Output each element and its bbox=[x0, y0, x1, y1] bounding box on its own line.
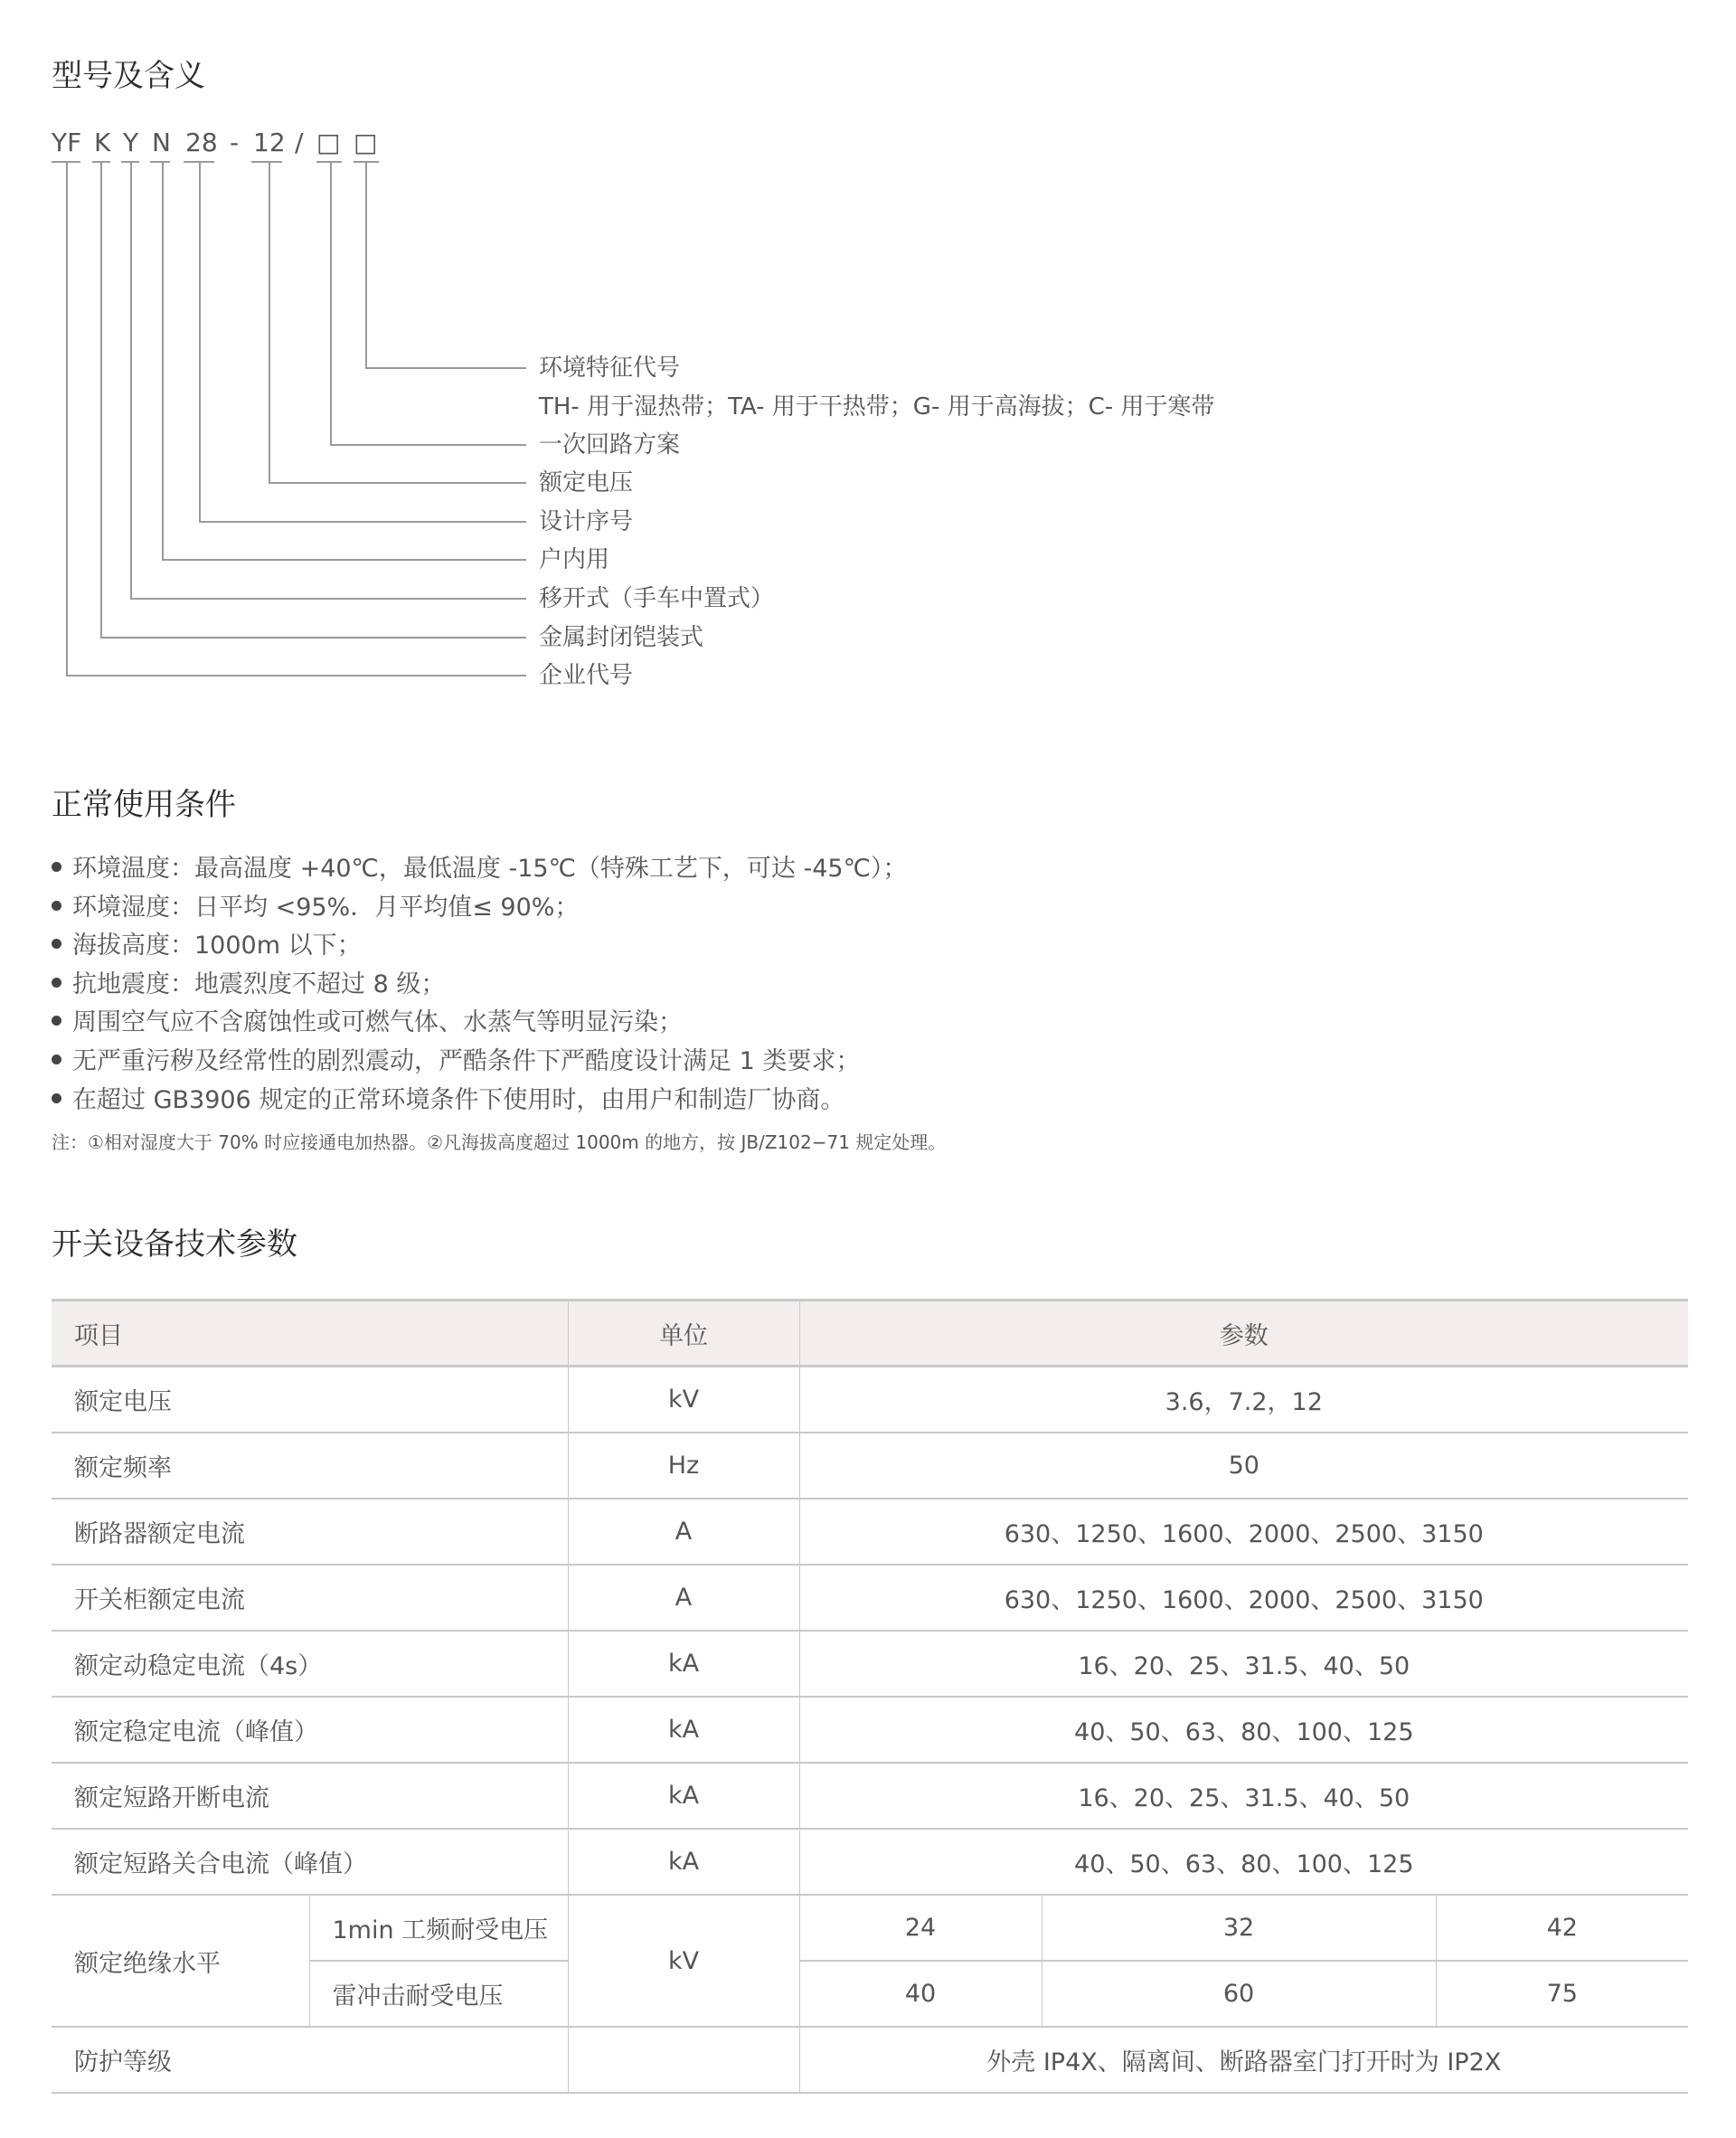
row-value: 3.6，7.2，12 bbox=[799, 1367, 1688, 1433]
vline-y bbox=[130, 161, 132, 600]
legend-rated-voltage: 额定电压 bbox=[539, 469, 634, 497]
hline-yf bbox=[66, 675, 526, 676]
vline-box-1 bbox=[330, 161, 332, 446]
table-row bbox=[52, 1631, 1688, 1697]
underline-box-1 bbox=[316, 161, 342, 163]
row-unit: Hz bbox=[568, 1433, 799, 1499]
row-value: 630、1250、1600、2000、2500、3150 bbox=[799, 1499, 1688, 1565]
row-unit: kA bbox=[568, 1763, 799, 1829]
row-item: 额定频率 bbox=[52, 1433, 568, 1499]
hline-28 bbox=[199, 521, 526, 523]
table-row bbox=[52, 1433, 1688, 1499]
bullet-icon bbox=[52, 939, 61, 949]
legend-metal-clad: 金属封闭铠装式 bbox=[539, 624, 704, 651]
code-part-28: 28 bbox=[185, 128, 218, 157]
table-row bbox=[52, 2027, 1688, 2093]
conditions-note: 注：①相对湿度大于 70% 时应接通电加热器。②凡海拔高度超过 1000m 的地方，按 JB/Z102−71 规定处理。 bbox=[52, 1131, 947, 1153]
row-item: 防护等级 bbox=[52, 2027, 568, 2093]
row-unit: A bbox=[568, 1499, 799, 1565]
condition-item: 海拔高度：1000m 以下； bbox=[52, 931, 362, 961]
insulation-unit: kV bbox=[568, 1895, 799, 2027]
specs-table bbox=[52, 1299, 1688, 2094]
specs-section-title: 开关设备技术参数 bbox=[52, 1226, 297, 1263]
insulation-item: 额定绝缘水平 bbox=[52, 1895, 309, 2027]
condition-item: 抗地震度：地震烈度不超过 8 级； bbox=[52, 970, 445, 1000]
legend-withdrawable: 移开式（手车中置式） bbox=[539, 585, 775, 612]
vline-28 bbox=[199, 161, 201, 523]
insulation-value: 32 bbox=[1042, 1895, 1436, 1961]
row-item: 额定短路开断电流 bbox=[52, 1763, 568, 1829]
row-value: 630、1250、1600、2000、2500、3150 bbox=[799, 1565, 1688, 1631]
row-item: 开关柜额定电流 bbox=[52, 1565, 568, 1631]
model-section-title: 型号及含义 bbox=[52, 58, 205, 94]
row-value: 40、50、63、80、100、125 bbox=[799, 1829, 1688, 1895]
header-item: 项目 bbox=[52, 1301, 568, 1367]
code-part-k: K bbox=[94, 128, 111, 157]
vline-12 bbox=[269, 161, 270, 484]
bullet-icon bbox=[52, 978, 61, 988]
bullet-icon bbox=[52, 1016, 61, 1026]
insulation-sub-label: 1min 工频耐受电压 bbox=[309, 1895, 568, 1961]
code-part-y: Y bbox=[123, 128, 139, 157]
conditions-section-title: 正常使用条件 bbox=[52, 787, 236, 823]
condition-item: 无严重污秽及经常性的剧烈震动，严酷条件下严酷度设计满足 1 类要求； bbox=[52, 1046, 860, 1077]
row-unit bbox=[568, 2027, 799, 2093]
underline-n bbox=[150, 161, 170, 163]
table-row bbox=[52, 1367, 1688, 1433]
code-part-box-1: □ bbox=[316, 128, 341, 157]
vline-box-2 bbox=[365, 161, 367, 369]
insulation-value: 60 bbox=[1042, 1961, 1436, 2027]
table-row bbox=[52, 1697, 1688, 1763]
row-value: 40、50、63、80、100、125 bbox=[799, 1697, 1688, 1763]
insulation-value: 75 bbox=[1436, 1961, 1688, 2027]
row-unit: A bbox=[568, 1565, 799, 1631]
hline-y bbox=[130, 598, 526, 600]
header-params: 参数 bbox=[799, 1301, 1688, 1367]
code-part-slash: / bbox=[295, 128, 304, 157]
row-value: 16、20、25、31.5、40、50 bbox=[799, 1763, 1688, 1829]
code-part-n: N bbox=[152, 128, 171, 157]
insulation-value: 40 bbox=[799, 1961, 1042, 2027]
vline-yf bbox=[66, 161, 68, 676]
insulation-sub-label: 雷冲击耐受电压 bbox=[309, 1961, 568, 2027]
legend-design-number: 设计序号 bbox=[539, 508, 634, 535]
bullet-icon bbox=[52, 1055, 61, 1064]
table-header-row bbox=[52, 1301, 1688, 1367]
row-value: 16、20、25、31.5、40、50 bbox=[799, 1631, 1688, 1697]
hline-box-1 bbox=[330, 444, 526, 446]
header-unit: 单位 bbox=[568, 1301, 799, 1367]
legend-env-code: 环境特征代号 bbox=[539, 355, 681, 382]
code-part-12: 12 bbox=[253, 128, 286, 157]
hline-n bbox=[162, 559, 526, 561]
insulation-value: 42 bbox=[1436, 1895, 1688, 1961]
row-item: 额定短路关合电流（峰值） bbox=[52, 1829, 568, 1895]
row-item: 额定电压 bbox=[52, 1367, 568, 1433]
row-unit: kA bbox=[568, 1631, 799, 1697]
table-row bbox=[52, 1499, 1688, 1565]
code-part-box-2: □ bbox=[354, 128, 378, 157]
legend-company-code: 企业代号 bbox=[539, 662, 634, 689]
table-row-insulation-1 bbox=[52, 1895, 1688, 1961]
condition-item: 环境湿度：日平均 <95%．月平均值≤ 90%； bbox=[52, 893, 579, 923]
legend-circuit-scheme: 一次回路方案 bbox=[539, 431, 681, 459]
row-unit: kV bbox=[568, 1367, 799, 1433]
legend-env-detail: TH- 用于湿热带；TA- 用于干热带；G- 用于高海拔；C- 用于寒带 bbox=[539, 393, 1215, 421]
code-part-dash: - bbox=[230, 128, 240, 157]
table-row bbox=[52, 1763, 1688, 1829]
legend-indoor: 户内用 bbox=[539, 546, 610, 573]
table-row bbox=[52, 1565, 1688, 1631]
table-row bbox=[52, 1829, 1688, 1895]
condition-item: 在超过 GB3906 规定的正常环境条件下使用时，由用户和制造厂协商。 bbox=[52, 1085, 844, 1116]
insulation-value: 24 bbox=[799, 1895, 1042, 1961]
hline-12 bbox=[269, 482, 526, 484]
condition-item: 环境温度：最高温度 +40℃，最低温度 -15℃（特殊工艺下，可达 -45℃）； bbox=[52, 854, 907, 885]
vline-k bbox=[100, 161, 102, 639]
row-unit: kA bbox=[568, 1697, 799, 1763]
hline-k bbox=[100, 637, 526, 639]
row-value: 外壳 IP4X、隔离间、断路器室门打开时为 IP2X bbox=[799, 2027, 1688, 2093]
bullet-icon bbox=[52, 1093, 61, 1103]
row-item: 额定动稳定电流（4s） bbox=[52, 1631, 568, 1697]
bullet-icon bbox=[52, 901, 61, 911]
hline-box-2 bbox=[365, 367, 526, 369]
row-item: 额定稳定电流（峰值） bbox=[52, 1697, 568, 1763]
row-unit: kA bbox=[568, 1829, 799, 1895]
condition-item: 周围空气应不含腐蚀性或可燃气体、水蒸气等明显污染； bbox=[52, 1008, 683, 1038]
underline-12 bbox=[251, 161, 282, 163]
row-value: 50 bbox=[799, 1433, 1688, 1499]
row-item: 断路器额定电流 bbox=[52, 1499, 568, 1565]
bullet-icon bbox=[52, 862, 61, 872]
vline-n bbox=[162, 161, 164, 561]
code-part-yf: YF bbox=[52, 128, 82, 157]
